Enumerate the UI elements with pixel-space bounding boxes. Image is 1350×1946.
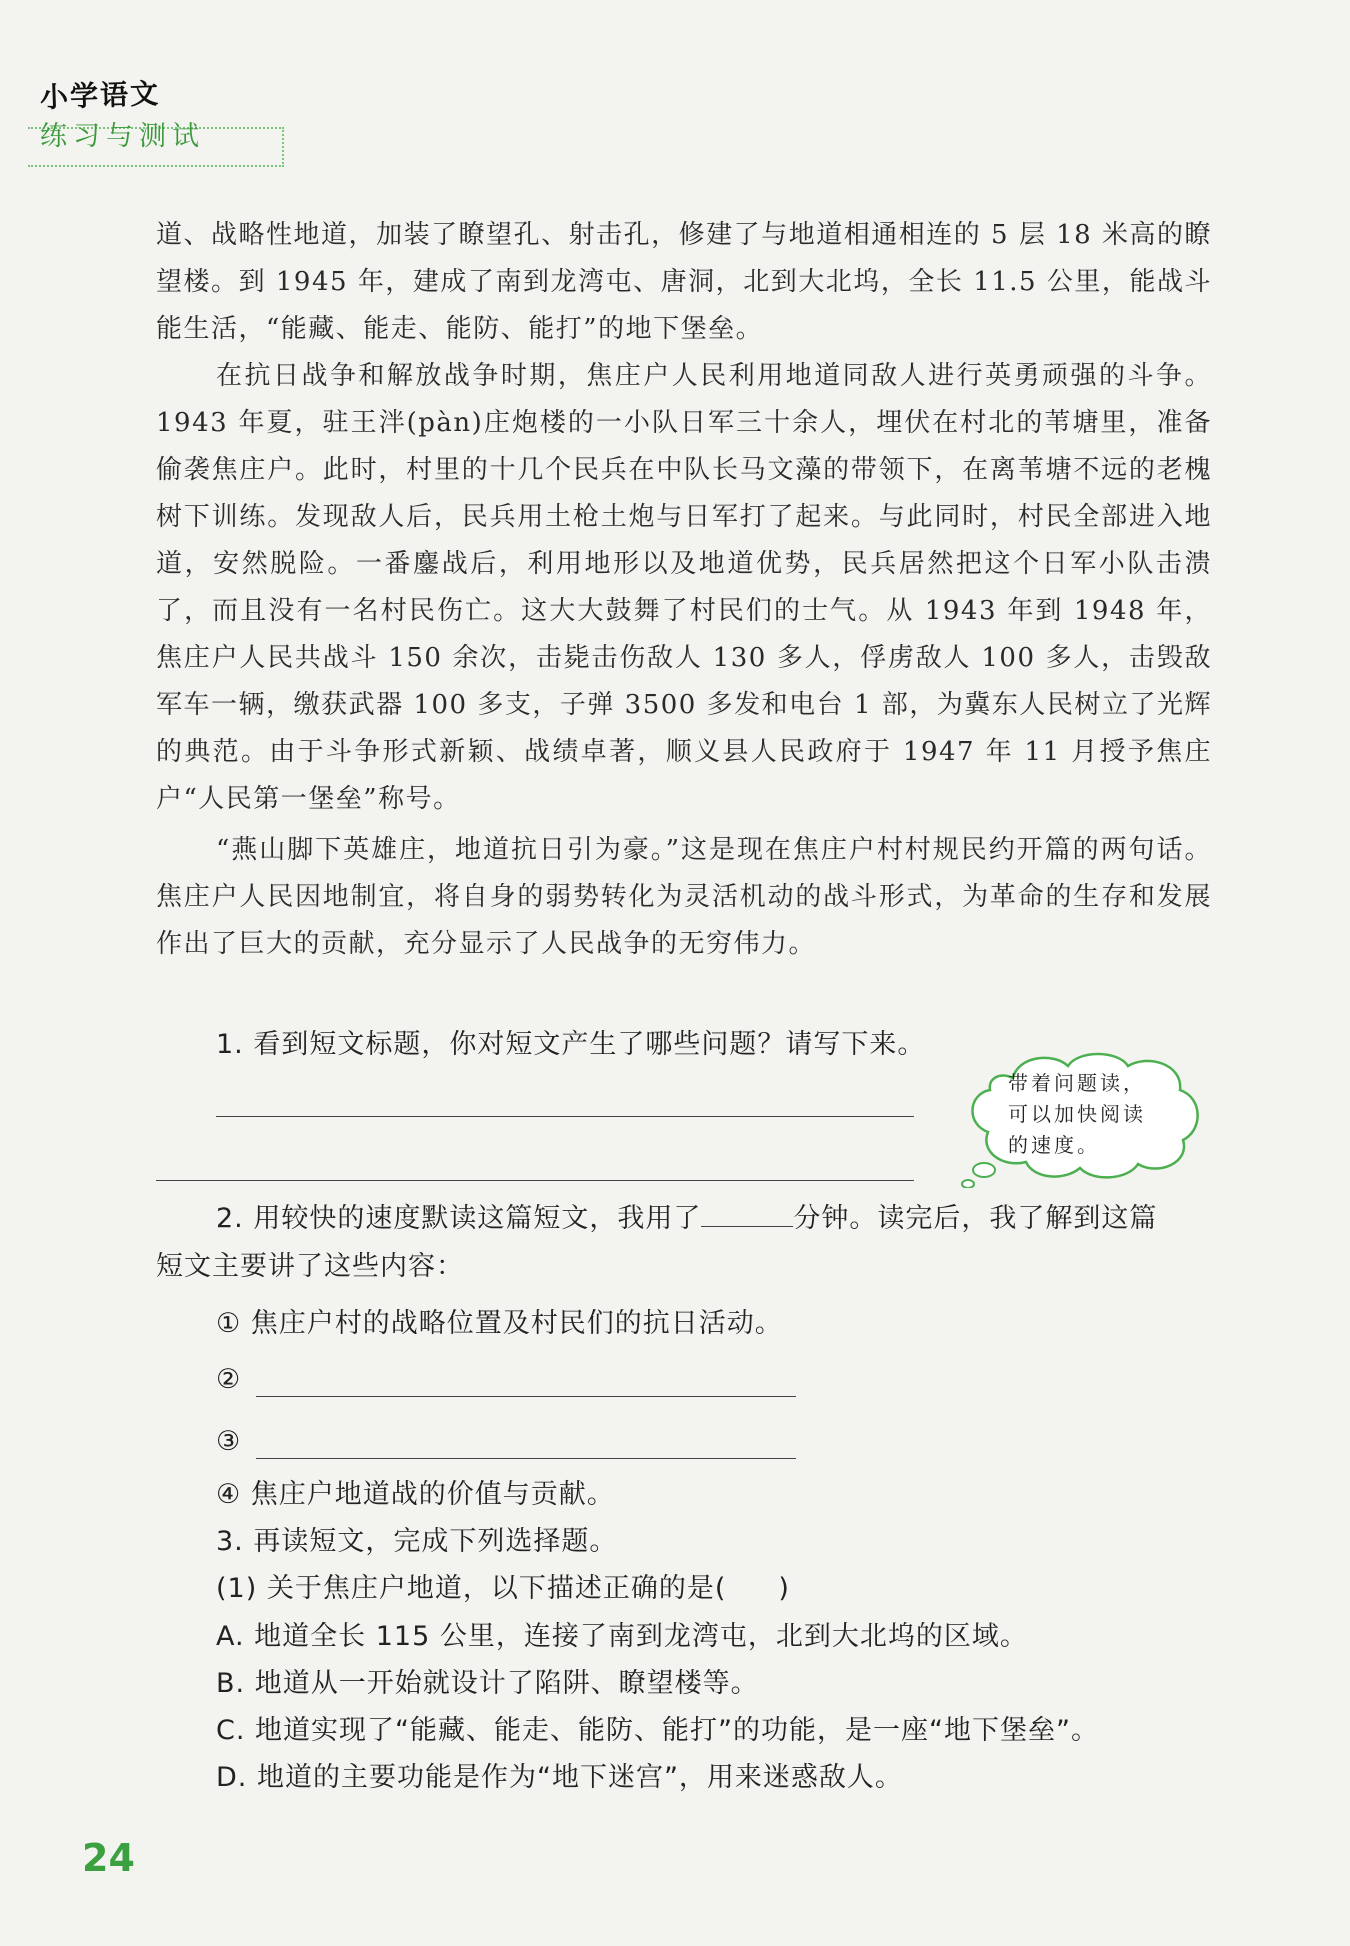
- question-2-suffix: 分钟。读完后，我了解到这篇: [793, 1203, 1158, 1234]
- question-1: 1. 看到短文标题，你对短文产生了哪些问题？请写下来。: [216, 1029, 926, 1060]
- page-number: 24: [82, 1836, 135, 1880]
- answer-line-item-2[interactable]: [256, 1396, 796, 1397]
- answer-line-item-3[interactable]: [256, 1458, 796, 1459]
- option-c: C. 地道实现了“能藏、能走、能防、能打”的功能，是一座“地下堡垒”。: [216, 1715, 1099, 1746]
- question-3-1: [216, 1566, 790, 1605]
- option-b: B. 地道从一开始就设计了陷阱、瞭望楼等。: [216, 1668, 759, 1699]
- question-2-line-2: 短文主要讲了这些内容：: [156, 1251, 464, 1282]
- passage-paragraph-2: 在抗日战争和解放战争时期，焦庄户人民利用地道同敌人进行英勇顽强的斗争。1943 年夏，驻王泮(pàn)庄炮楼的一小队日军三十余人，埋伏在村北的苇塘里，准备偷袭焦庄户。此时，村里的十几个民兵在中队长马文藻的带领下，在离苇塘不远的老槐树下训练。发现敌人后，民兵用土枪土炮与日军打了起来。与此同时，村民全部进入地道，安然脱险。一番鏖战后，利用地形以及地道优势，民兵居然把这个日军小队击溃了，而且没有一名村民伤亡。这大大鼓舞了村民们的士气。从 1943 年到 1948 年，焦庄户人民共战斗 150 余次，击毙击伤敌人 130 多人，俘虏敌人 100 多人，击毁敌军车一辆，缴获武器 100 多支，子弹 3500 多发和电台 1 部，为冀东人民树立了光辉的典范。由于斗争形式新颖、战绩卓著，顺义县人民政府于 1947 年 11 月授予焦庄户“人民第一堡垒”称号。: [156, 361, 1212, 814]
- question-3: 3. 再读短文，完成下列选择题。: [216, 1526, 618, 1557]
- question-3-1-close: ): [778, 1573, 790, 1604]
- question-2-line-1: [216, 1196, 1157, 1235]
- book-subtitle: 练习与测试: [40, 121, 205, 152]
- content-item-4: ④ 焦庄户地道战的价值与贡献。: [216, 1479, 615, 1510]
- content-item-3-marker: ③: [216, 1426, 242, 1457]
- minutes-blank[interactable]: [701, 1202, 793, 1227]
- tip-text: 带着问题读，可以加快阅读的速度。: [1008, 1071, 1146, 1157]
- question-3-1-text: (1) 关于焦庄户地道，以下描述正确的是(: [216, 1573, 727, 1604]
- book-title: 小学语文: [39, 76, 161, 115]
- answer-line-q1-a[interactable]: [216, 1116, 914, 1117]
- option-d: D. 地道的主要功能是作为“地下迷宫”，用来迷惑敌人。: [216, 1762, 903, 1793]
- answer-line-q1-b[interactable]: [156, 1180, 914, 1181]
- passage-paragraph-1: 道、战略性地道，加装了瞭望孔、射击孔，修建了与地道相通相连的 5 层 18 米高的瞭望楼。到 1945 年，建成了南到龙湾屯、唐洞，北到大北坞，全长 11.5 公里，能战斗能生活，“能藏、能走、能防、能打”的地下堡垒。: [156, 220, 1212, 344]
- passage-paragraph-3: “燕山脚下英雄庄，地道抗日引为豪。”这是现在焦庄户村村规民约开篇的两句话。焦庄户人民因地制宜，将自身的弱势转化为灵活机动的战斗形式，为革命的生存和发展作出了巨大的贡献，充分显示了人民战争的无穷伟力。: [156, 835, 1212, 959]
- content-item-2-marker: ②: [216, 1364, 242, 1395]
- question-2-prefix: 2. 用较快的速度默读这篇短文，我用了: [216, 1203, 702, 1234]
- content-item-1: ① 焦庄户村的战略位置及村民们的抗日活动。: [216, 1308, 783, 1339]
- option-a: A. 地道全长 115 公里，连接了南到龙湾屯，北到大北坞的区域。: [216, 1621, 1028, 1652]
